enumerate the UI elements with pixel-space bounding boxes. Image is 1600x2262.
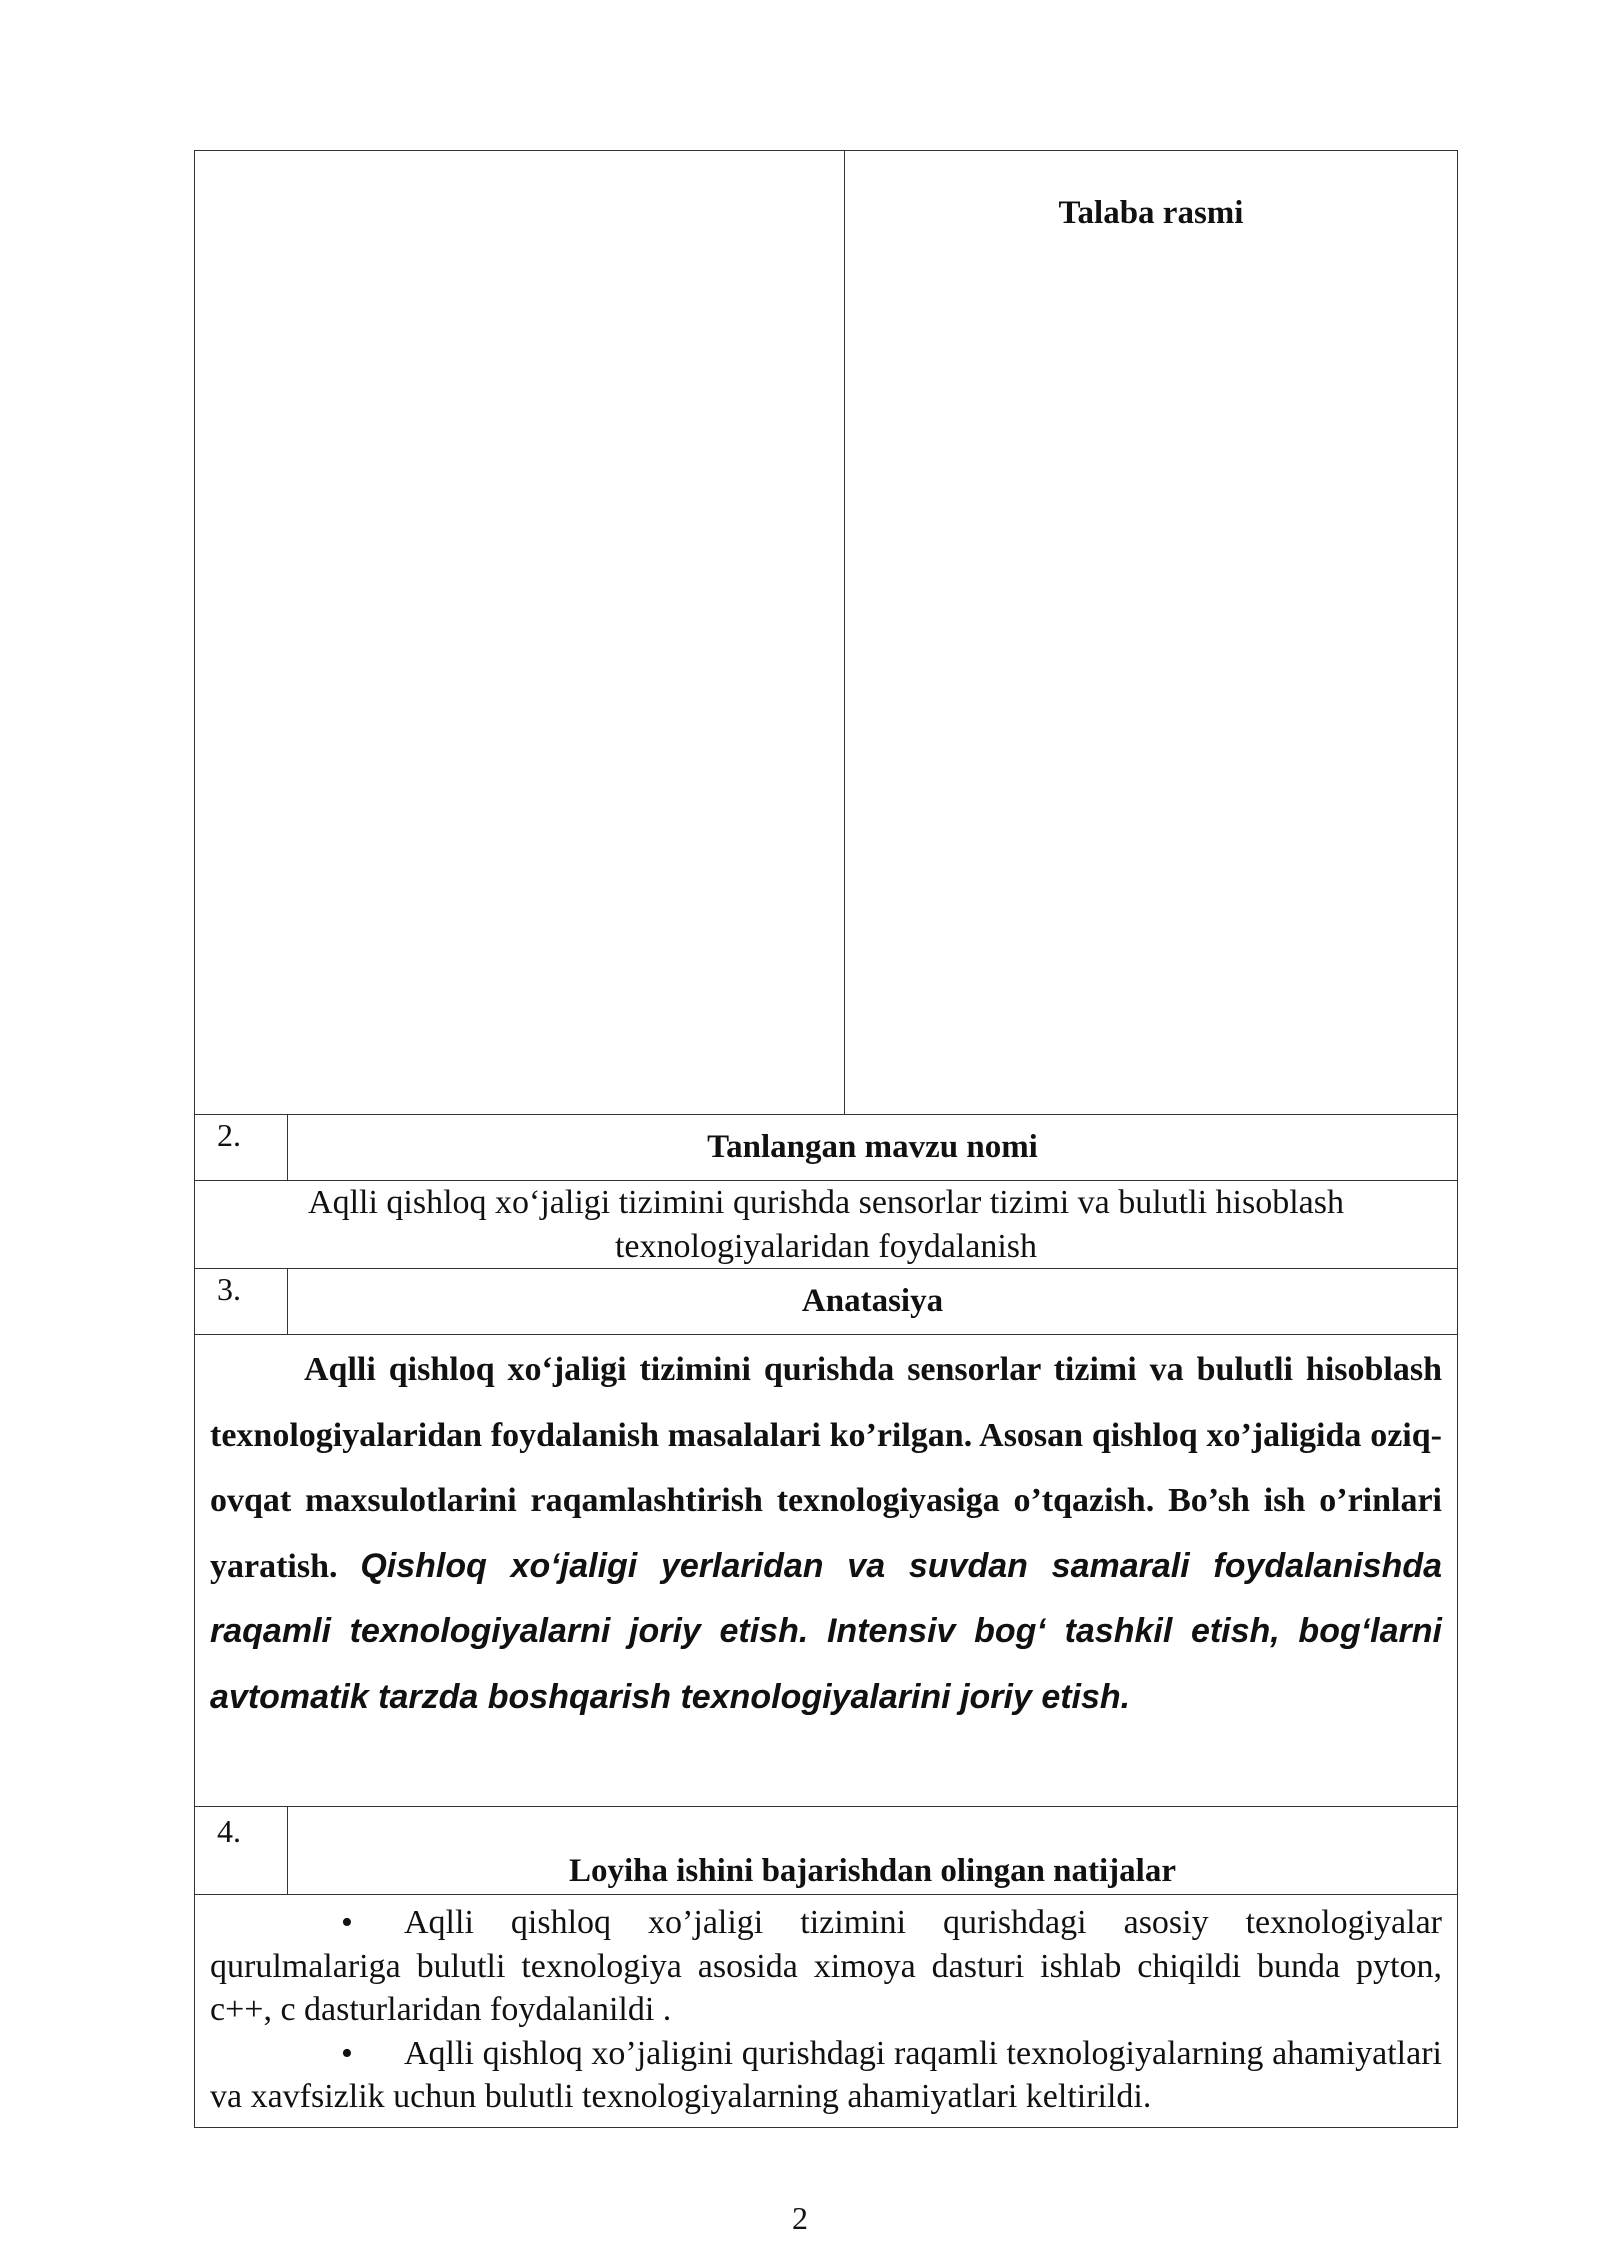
student-photo-cell: [845, 151, 1457, 1114]
photo-row: [195, 151, 1457, 1115]
result-text: Aqlli qishloq xo’jaligi tizimini qurishdagi asosiy texnologiyalar qurulmalariga bulutli texnologiya asosida ximoya dasturi ishlab chiqildi bunda pyton, c++, c dasturlaridan foydalanildi .: [210, 1904, 1442, 2028]
section-heading: Tanlangan mavzu nomi: [707, 1129, 1038, 1165]
result-item: [210, 2032, 1442, 2119]
bullet-icon: •: [341, 1904, 353, 1941]
section-number: 3.: [195, 1269, 288, 1334]
section-heading: Loyiha ishini bajarishdan olingan natijalar: [568, 1853, 1176, 1889]
topic-row: [195, 1181, 1457, 1269]
section-3-header-row: [195, 1269, 1457, 1335]
result-text: Aqlli qishloq xo’jaligini qurishdagi raqamli texnologiyalarning ahamiyatlari va xavfsizlik uchun bulutli texnologiyalarning ahamiyatlari keltirildi.: [210, 2034, 1442, 2115]
results-row: [195, 1895, 1457, 2127]
student-info-cell: [195, 151, 845, 1114]
section-2-header-row: [195, 1115, 1457, 1181]
student-photo-label: Talaba rasmi: [1058, 195, 1244, 231]
abstract-part-1: Aqlli qishloq xo‘jaligi tizimini qurishda sensorlar tizimi va bulutli hisoblash texnologiyalaridan foydalanish masalalari ko’rilgan. Asosan qishloq xo’jaligida oziq-ovqat maxsulotlarini raqamlashtirish texnologiyasiga o’tqazish. Bo’sh ish o’rinlari yaratish.: [210, 1351, 1442, 1585]
document-table: [194, 150, 1458, 2128]
result-item: [210, 1901, 1442, 2032]
abstract-text: [195, 1335, 1457, 1806]
section-number: 2.: [195, 1115, 288, 1180]
section-4-header-row: [195, 1807, 1457, 1895]
bullet-icon: •: [341, 2034, 353, 2072]
page-number: 2: [792, 2200, 808, 2236]
section-heading: Anatasiya: [801, 1283, 944, 1319]
topic-title: Aqlli qishloq xo‘jaligi tizimini qurishda sensorlar tizimi va bulutli hisoblash texnologiyalaridan foydalanish: [308, 1184, 1344, 1265]
section-number: 4.: [195, 1807, 288, 1894]
abstract-part-2: Qishloq xo‘jaligi yerlaridan va suvdan samarali foydalanishda raqamli texnologiyalarni joriy etish. Intensiv bog‘ tashkil etish, bog‘larni avtomatik tarzda boshqarish texnologiyalarini joriy etish.: [210, 1546, 1443, 1716]
abstract-row: [195, 1335, 1457, 1807]
